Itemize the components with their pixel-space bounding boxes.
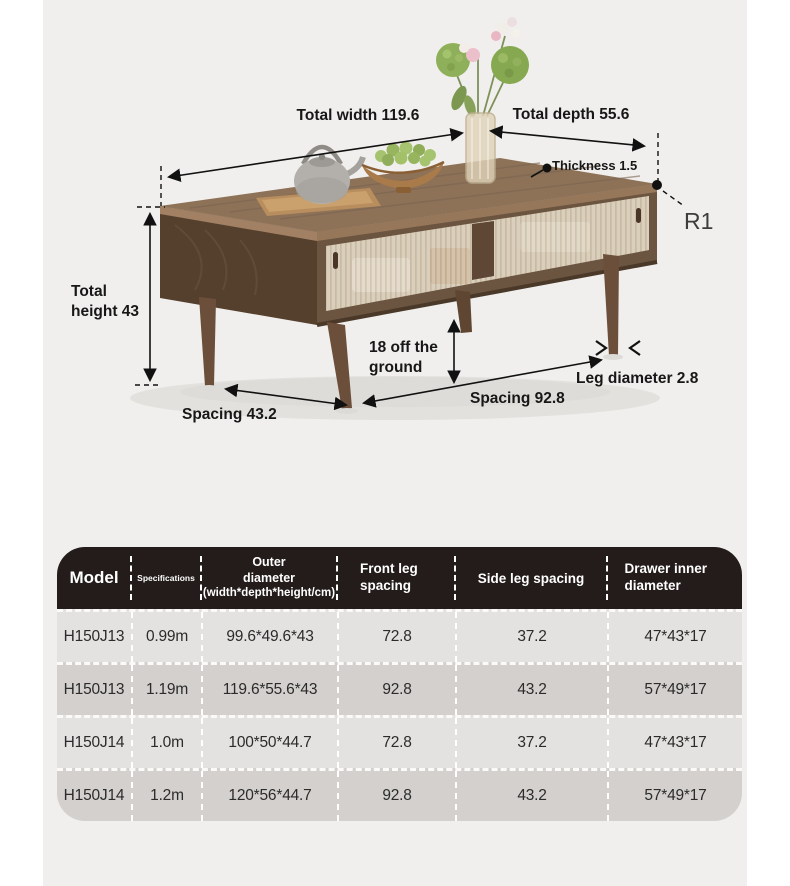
column-header-sublabel: (width*depth*height/cm) xyxy=(202,587,336,600)
thickness-label: Thickness 1.5 xyxy=(552,158,638,173)
spec-cell-outer-diameter: 100*50*44.7 xyxy=(201,718,337,768)
column-header-label: Specifications xyxy=(137,573,195,583)
column-header-label: Drawer inner diameter xyxy=(624,561,708,593)
spec-cell-side-leg-spacing: 37.2 xyxy=(455,718,607,768)
corner-radius-label: R1 xyxy=(684,208,714,234)
column-header-side-leg-spacing xyxy=(455,547,607,609)
spec-row xyxy=(57,768,742,821)
spec-cell-drawer-inner-diameter: 47*43*17 xyxy=(607,718,742,768)
thickness-marker-dot xyxy=(543,164,552,173)
spec-row xyxy=(57,609,742,662)
spec-cell-side-leg-spacing: 43.2 xyxy=(455,771,607,821)
column-header-model xyxy=(57,547,131,609)
front-leg-spacing-label: Spacing 92.8 xyxy=(470,390,565,407)
spec-cell-outer-diameter: 120*56*44.7 xyxy=(201,771,337,821)
column-header-outer-diameter xyxy=(201,547,337,609)
spec-cell-drawer-inner-diameter: 47*43*17 xyxy=(607,612,742,662)
spec-cell-specification: 1.0m xyxy=(131,718,201,768)
spec-table-header xyxy=(57,547,742,609)
total-depth-label: Total depth 55.6 xyxy=(512,106,630,123)
spec-cell-model: H150J14 xyxy=(63,734,125,751)
spec-cell-front-leg-spacing: 92.8 xyxy=(337,771,455,821)
column-header-front-leg-spacing xyxy=(337,547,455,609)
column-header-label: Outer diameter xyxy=(242,555,296,585)
spec-row xyxy=(57,662,742,715)
spec-cell-front-leg-spacing: 72.8 xyxy=(337,612,455,662)
spec-cell-outer-diameter: 119.6*55.6*43 xyxy=(201,665,337,715)
spec-cell-model: H150J13 xyxy=(63,681,125,698)
flower-vase xyxy=(436,17,529,183)
spec-cell-outer-diameter: 99.6*49.6*43 xyxy=(201,612,337,662)
spec-table-body xyxy=(57,609,742,821)
total-width-label: Total width 119.6 xyxy=(296,107,420,124)
spec-cell-specification: 1.19m xyxy=(131,665,201,715)
spec-cell-side-leg-spacing: 37.2 xyxy=(455,612,607,662)
ground-clearance-label: 18 off the ground xyxy=(369,339,438,377)
spec-cell-model: H150J13 xyxy=(63,628,125,645)
spec-cell-front-leg-spacing: 72.8 xyxy=(337,718,455,768)
column-header-label: Model xyxy=(69,568,119,587)
spec-cell-drawer-inner-diameter: 57*49*17 xyxy=(607,771,742,821)
leg-diameter-label: Leg diameter 2.8 xyxy=(576,370,699,387)
side-leg-spacing-label: Spacing 43.2 xyxy=(182,406,277,423)
column-header-drawer-inner-diameter xyxy=(607,547,742,609)
total-height-label: Total height 43 xyxy=(71,283,140,321)
spec-cell-specification: 0.99m xyxy=(131,612,201,662)
corner-radius-dot xyxy=(652,180,662,190)
spec-cell-drawer-inner-diameter: 57*49*17 xyxy=(607,665,742,715)
spec-cell-front-leg-spacing: 92.8 xyxy=(337,665,455,715)
spec-cell-specification: 1.2m xyxy=(131,771,201,821)
column-header-label: Side leg spacing xyxy=(477,570,585,586)
spec-cell-model: H150J14 xyxy=(63,787,125,804)
spec-table xyxy=(57,547,742,821)
column-header-label: Front leg spacing xyxy=(360,561,418,593)
spec-row xyxy=(57,715,742,768)
spec-cell-side-leg-spacing: 43.2 xyxy=(455,665,607,715)
column-header-specifications xyxy=(131,547,201,609)
